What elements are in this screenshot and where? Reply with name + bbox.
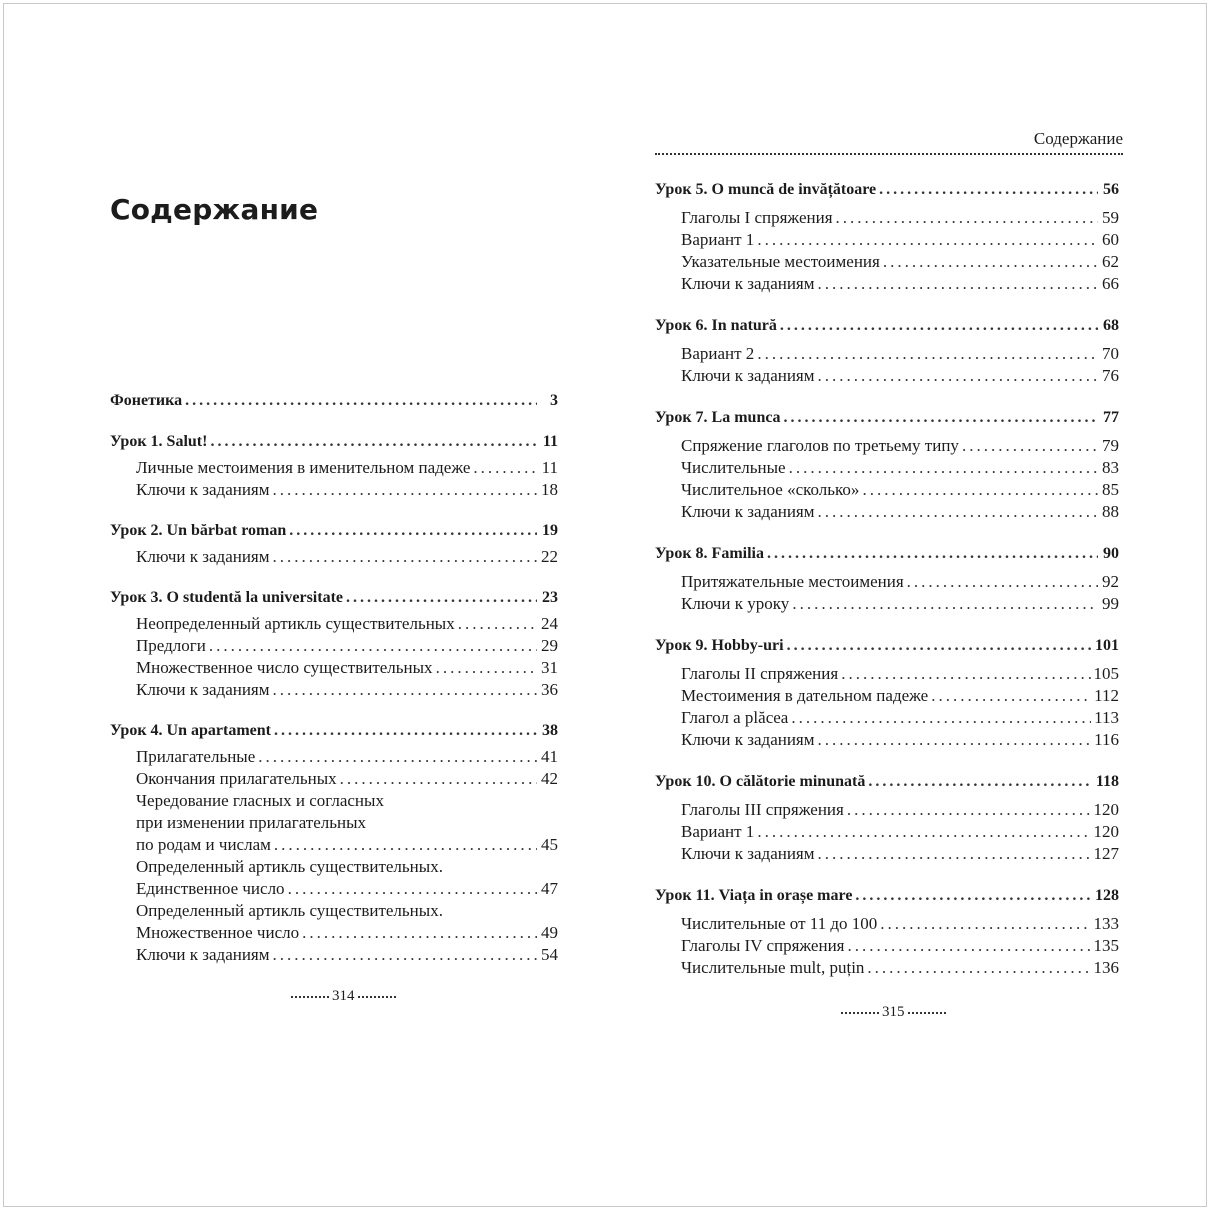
- toc-entry[interactable]: [655, 229, 1119, 251]
- entry-title: Личные местоимения в именительном падеже: [136, 458, 471, 477]
- toc-lesson-heading[interactable]: [655, 771, 1119, 793]
- entry-page-number: 3: [550, 392, 558, 409]
- leader-dots: [458, 613, 537, 635]
- entry-page-number: 76: [1102, 366, 1119, 385]
- entry-title: Ключи к заданиям: [681, 366, 815, 385]
- running-head-rule: [655, 153, 1123, 155]
- entry-title: Ключи к заданиям: [681, 274, 815, 293]
- toc-entry[interactable]: [655, 365, 1119, 387]
- toc-entry[interactable]: [655, 729, 1119, 751]
- toc-section: [655, 771, 1119, 865]
- entry-title: Окончания прилагательных: [136, 769, 337, 788]
- entry-title: Ключи к заданиям: [136, 547, 270, 566]
- toc-lesson-heading[interactable]: [655, 543, 1119, 565]
- toc-entry-continuation: при изменении прилагательных: [136, 813, 367, 832]
- entry-page-number: 113: [1094, 708, 1119, 727]
- entry-title: Числительное «сколько»: [681, 480, 860, 499]
- leader-dots: [273, 944, 537, 966]
- toc-entry[interactable]: [655, 913, 1119, 935]
- leader-dots: [883, 251, 1098, 273]
- entry-title: Глаголы IV спряжения: [681, 936, 845, 955]
- entry-page-number: 88: [1102, 502, 1119, 521]
- entry-page-number: 120: [1093, 822, 1119, 841]
- toc-section: [655, 315, 1119, 387]
- entry-title: Числительные mult, puțin: [681, 958, 865, 977]
- toc-entry[interactable]: [110, 834, 558, 856]
- entry-title: Прилагательные: [136, 747, 256, 766]
- entry-title: Вариант 1: [681, 230, 755, 249]
- leader-dots: [340, 768, 537, 790]
- leader-dots: [847, 799, 1091, 821]
- entry-page-number: 77: [1103, 409, 1119, 426]
- entry-page-number: 49: [541, 923, 558, 942]
- leader-dots: [288, 878, 537, 900]
- leader-dots: [346, 587, 537, 609]
- leader-dots: [289, 520, 537, 542]
- entry-page-number: 83: [1102, 458, 1119, 477]
- entry-title: Неопределенный артикль существительных: [136, 614, 455, 633]
- folio-ornament: [841, 1012, 879, 1014]
- entry-page-number: 41: [541, 747, 558, 766]
- toc-entry[interactable]: [110, 679, 558, 701]
- leader-dots: [302, 922, 537, 944]
- toc-entry[interactable]: [655, 663, 1119, 685]
- leader-dots: [868, 771, 1093, 793]
- toc-section: [655, 543, 1119, 615]
- leader-dots: [818, 365, 1098, 387]
- entry-title: Числительные: [681, 458, 786, 477]
- entry-title: Ключи к заданиям: [681, 730, 815, 749]
- toc-section: [110, 587, 558, 701]
- entry-page-number: 23: [542, 589, 558, 606]
- toc-entry[interactable]: [655, 935, 1119, 957]
- entry-page-number: 68: [1103, 317, 1119, 334]
- entry-title: Глаголы II спряжения: [681, 664, 839, 683]
- leader-dots: [789, 457, 1098, 479]
- entry-title: Урок 2. Un bărbat roman: [110, 522, 287, 539]
- page-number-left: [288, 988, 399, 1005]
- toc-entry[interactable]: [655, 251, 1119, 273]
- entry-page-number: 29: [541, 636, 558, 655]
- entry-title: по родам и числам: [136, 835, 271, 854]
- toc-lesson-heading[interactable]: [655, 179, 1119, 201]
- entry-page-number: 54: [541, 945, 558, 964]
- entry-page-number: 101: [1095, 637, 1119, 654]
- toc-section: [110, 431, 558, 501]
- leader-dots: [185, 390, 537, 412]
- leader-dots: [783, 407, 1098, 429]
- left-page: [110, 190, 558, 985]
- folio-ornament: [908, 1012, 946, 1014]
- toc-entry[interactable]: [655, 799, 1119, 821]
- entry-title: Вариант 1: [681, 822, 755, 841]
- entry-page-number: 92: [1102, 572, 1119, 591]
- toc-entry[interactable]: [655, 501, 1119, 523]
- leader-dots: [757, 229, 1098, 251]
- folio-number: 315: [882, 1004, 905, 1020]
- entry-page-number: 85: [1102, 480, 1119, 499]
- toc-section: [655, 635, 1119, 751]
- toc-lesson-heading[interactable]: [110, 431, 558, 453]
- entry-page-number: 19: [542, 522, 558, 539]
- entry-title: Глаголы I спряжения: [681, 208, 833, 227]
- toc-entry[interactable]: [655, 571, 1119, 593]
- entry-title: Ключи к заданиям: [136, 480, 270, 499]
- entry-page-number: 90: [1103, 545, 1119, 562]
- toc-lesson-heading[interactable]: [655, 315, 1119, 337]
- entry-page-number: 18: [541, 480, 558, 499]
- entry-title: Глагол a plăcea: [681, 708, 789, 727]
- entry-title: Ключи к заданиям: [681, 502, 815, 521]
- toc-entry[interactable]: [110, 546, 558, 568]
- leader-dots: [274, 720, 537, 742]
- entry-title: Урок 9. Hobby-uri: [655, 637, 784, 654]
- leader-dots: [818, 501, 1098, 523]
- toc-entry[interactable]: [110, 746, 558, 768]
- entry-page-number: 11: [541, 458, 558, 477]
- leader-dots: [931, 685, 1091, 707]
- leader-dots: [907, 571, 1098, 593]
- entry-title: Вариант 2: [681, 344, 755, 363]
- entry-page-number: 38: [542, 722, 558, 739]
- right-page: [655, 128, 1123, 999]
- leader-dots: [818, 729, 1092, 751]
- leader-dots: [273, 679, 537, 701]
- toc-entry[interactable]: [110, 922, 558, 944]
- toc-entry[interactable]: [655, 957, 1119, 979]
- toc-section: [655, 885, 1119, 979]
- entry-page-number: 56: [1103, 181, 1119, 198]
- folio-ornament: [358, 996, 396, 998]
- entry-page-number: 60: [1102, 230, 1119, 249]
- toc-entry[interactable]: [655, 343, 1119, 365]
- entry-page-number: 62: [1102, 252, 1119, 271]
- toc-entry-continuation: Определенный артикль существительных.: [136, 901, 443, 920]
- toc-lesson-heading[interactable]: [655, 407, 1119, 429]
- folio-ornament: [291, 996, 329, 998]
- leader-dots: [209, 635, 537, 657]
- entry-title: Урок 6. In natură: [655, 317, 777, 334]
- toc-entry[interactable]: [655, 479, 1119, 501]
- toc-entry[interactable]: [110, 768, 558, 790]
- toc-entry[interactable]: [655, 843, 1119, 865]
- toc-entry[interactable]: [110, 635, 558, 657]
- entry-title: Спряжение глаголов по третьему типу: [681, 436, 959, 455]
- entry-page-number: 47: [541, 879, 558, 898]
- toc-entry[interactable]: [110, 613, 558, 635]
- entry-page-number: 120: [1093, 800, 1119, 819]
- toc-entry-continuation: Определенный артикль существительных.: [136, 857, 443, 876]
- leader-dots: [757, 821, 1090, 843]
- leader-dots: [473, 457, 537, 479]
- entry-title: Урок 4. Un apartament: [110, 722, 271, 739]
- entry-page-number: 135: [1093, 936, 1119, 955]
- toc-section: [655, 407, 1119, 523]
- entry-title: Урок 11. Viața in orașe mare: [655, 887, 853, 904]
- entry-title: Глаголы III спряжения: [681, 800, 844, 819]
- leader-dots: [258, 746, 537, 768]
- leader-dots: [210, 431, 537, 453]
- toc-entry[interactable]: [655, 685, 1119, 707]
- entry-title: Предлоги: [136, 636, 206, 655]
- entry-page-number: 136: [1093, 958, 1119, 977]
- entry-title: Ключи к уроку: [681, 594, 790, 613]
- toc-entry[interactable]: [655, 821, 1119, 843]
- leader-dots: [792, 593, 1098, 615]
- toc-entry-continuation: Чередование гласных и согласных: [136, 791, 384, 810]
- entry-title: Притяжательные местоимения: [681, 572, 904, 591]
- entry-page-number: 42: [541, 769, 558, 788]
- leader-dots: [274, 834, 537, 856]
- leader-dots: [867, 957, 1090, 979]
- leader-dots: [436, 657, 537, 679]
- entry-page-number: 70: [1102, 344, 1119, 363]
- entry-page-number: 128: [1095, 887, 1119, 904]
- entry-title: Единственное число: [136, 879, 285, 898]
- entry-title: Фонетика: [110, 392, 183, 409]
- toc-lesson-heading[interactable]: [110, 390, 558, 412]
- entry-page-number: 105: [1093, 664, 1119, 683]
- leader-dots: [847, 935, 1090, 957]
- leader-dots: [757, 343, 1098, 365]
- folio-number: 314: [332, 988, 355, 1004]
- toc-lesson-heading[interactable]: [110, 520, 558, 542]
- toc-lesson-heading[interactable]: [110, 587, 558, 609]
- toc-entry[interactable]: [110, 878, 558, 900]
- entry-page-number: 24: [541, 614, 558, 633]
- leader-dots: [273, 479, 537, 501]
- entry-page-number: 127: [1093, 844, 1119, 863]
- toc-section: [655, 179, 1119, 295]
- entry-title: Ключи к заданиям: [136, 680, 270, 699]
- running-head: Содержание: [1033, 129, 1123, 148]
- contents-title: Содержание: [110, 193, 319, 226]
- leader-dots: [791, 707, 1091, 729]
- toc-section: [110, 520, 558, 568]
- page-number-right: [838, 1004, 949, 1021]
- toc-lesson-heading[interactable]: [655, 885, 1119, 907]
- toc-entry[interactable]: [655, 457, 1119, 479]
- leader-dots: [855, 885, 1092, 907]
- entry-title: Множественное число: [136, 923, 300, 942]
- entry-title: Урок 3. O studentă la universitate: [110, 589, 343, 606]
- entry-title: Указательные местоимения: [681, 252, 880, 271]
- toc-lesson-heading[interactable]: [110, 720, 558, 742]
- toc-entry[interactable]: [110, 657, 558, 679]
- leader-dots: [787, 635, 1092, 657]
- toc-section: [110, 390, 558, 412]
- entry-page-number: 31: [541, 658, 558, 677]
- entry-page-number: 22: [541, 547, 558, 566]
- toc-entry[interactable]: [110, 479, 558, 501]
- leader-dots: [780, 315, 1098, 337]
- leader-dots: [962, 435, 1098, 457]
- entry-title: Числительные от 11 до 100: [681, 914, 878, 933]
- toc-entry[interactable]: [655, 273, 1119, 295]
- entry-title: Урок 5. O muncă de invățătoare: [655, 181, 877, 198]
- entry-page-number: 45: [541, 835, 558, 854]
- leader-dots: [862, 479, 1098, 501]
- entry-page-number: 11: [542, 433, 558, 450]
- entry-title: Ключи к заданиям: [681, 844, 815, 863]
- entry-page-number: 66: [1102, 274, 1119, 293]
- entry-page-number: 133: [1093, 914, 1119, 933]
- toc-left: [110, 390, 558, 966]
- toc-entry[interactable]: [110, 944, 558, 966]
- entry-title: Урок 8. Familia: [655, 545, 764, 562]
- leader-dots: [836, 207, 1098, 229]
- toc-lesson-heading[interactable]: [655, 635, 1119, 657]
- toc-entry[interactable]: [655, 435, 1119, 457]
- leader-dots: [767, 543, 1098, 565]
- entry-title: Урок 1. Salut!: [110, 433, 208, 450]
- toc-entry[interactable]: [655, 593, 1119, 615]
- toc-section: [110, 720, 558, 966]
- entry-page-number: 59: [1102, 208, 1119, 227]
- toc-entry[interactable]: [655, 707, 1119, 729]
- leader-dots: [880, 913, 1090, 935]
- leader-dots: [818, 273, 1098, 295]
- leader-dots: [818, 843, 1091, 865]
- entry-title: Урок 7. La munca: [655, 409, 781, 426]
- entry-title: Ключи к заданиям: [136, 945, 270, 964]
- leader-dots: [879, 179, 1098, 201]
- entry-page-number: 99: [1102, 594, 1119, 613]
- entry-page-number: 79: [1102, 436, 1119, 455]
- entry-page-number: 112: [1094, 686, 1119, 705]
- leader-dots: [841, 663, 1090, 685]
- entry-page-number: 36: [541, 680, 558, 699]
- toc-entry[interactable]: [110, 457, 558, 479]
- entry-page-number: 116: [1094, 730, 1119, 749]
- entry-page-number: 118: [1095, 773, 1119, 790]
- entry-title: Урок 10. O călătorie minunată: [655, 773, 866, 790]
- entry-title: Местоимения в дательном падеже: [681, 686, 929, 705]
- toc-right: [655, 179, 1119, 979]
- entry-title: Множественное число существительных: [136, 658, 433, 677]
- toc-entry[interactable]: [655, 207, 1119, 229]
- leader-dots: [273, 546, 537, 568]
